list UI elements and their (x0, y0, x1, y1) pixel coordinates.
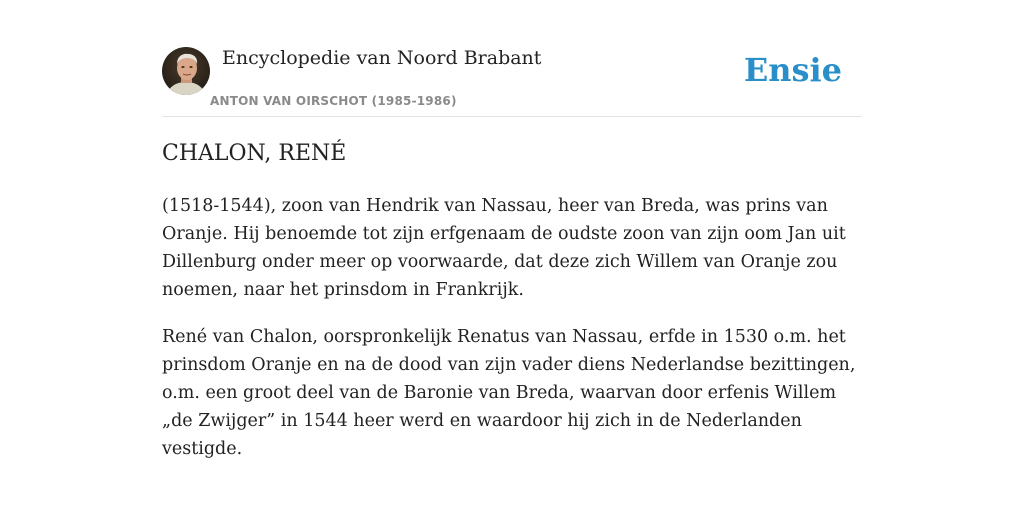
author-portrait-icon (162, 47, 210, 95)
source-header (162, 46, 862, 117)
entry-body (162, 192, 862, 482)
entry-title: CHALON, RENÉ (162, 141, 347, 166)
source-title[interactable]: Encyclopedie van Noord Brabant (222, 47, 542, 69)
entry-paragraph: (1518-1544), zoon van Hendrik van Nassau, heer van Breda, was prins van Oranje. Hij benoemde tot zijn erfgenaam de oudste zoon van zijn oom Jan uit Dillenburg onder meer op voorwaarde, dat deze zich Willem van Oranje zou noemen, naar het prinsdom in Frankrijk. (162, 196, 846, 300)
ensie-logo[interactable]: Ensie (743, 51, 842, 89)
author-avatar[interactable] (162, 47, 210, 95)
author-name[interactable]: ANTON VAN OIRSCHOT (1985-1986) (210, 94, 457, 108)
entry-paragraph: René van Chalon, oorspronkelijk Renatus van Nassau, erfde in 1530 o.m. het prinsdom Oranje en na de dood van zijn vader diens Nederlandse bezittingen, o.m. een groot deel van de Baronie van Breda, waarvan door erfenis Willem „de Zwijger” in 1544 heer werd en waardoor hij zich in de Nederlanden vestigde. (162, 327, 856, 459)
